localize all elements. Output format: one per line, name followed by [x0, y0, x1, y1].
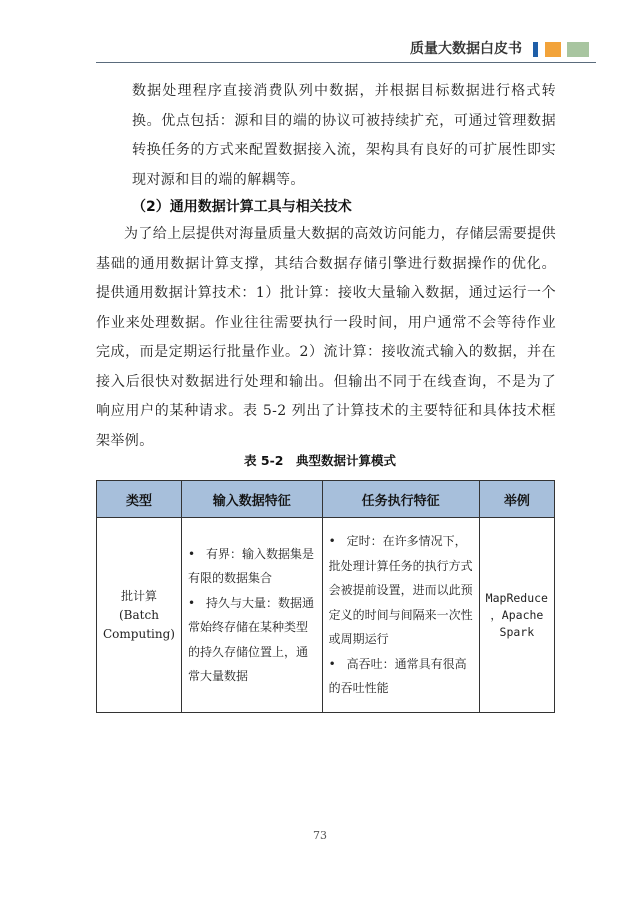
header-block-blue	[533, 42, 538, 57]
header-task-features: 任务执行特征	[322, 481, 479, 518]
header-rule	[96, 62, 596, 63]
bullet-text: 高吞吐：通常具有很高的吞吐性能	[328, 656, 467, 696]
header-type: 类型	[97, 481, 182, 518]
header-block-green	[567, 42, 589, 57]
header-input-features: 输入数据特征	[181, 481, 322, 518]
type-en-2: Computing)	[103, 626, 175, 641]
input-bullet	[188, 542, 316, 591]
task-bullet	[329, 529, 473, 652]
type-name: 批计算	[120, 588, 157, 603]
bullet-icon: •	[328, 534, 336, 549]
header-title: 质量大数据白皮书	[410, 41, 522, 57]
input-bullet	[188, 591, 316, 689]
bullet-icon: •	[328, 656, 336, 671]
computing-modes-table	[96, 480, 555, 713]
header-examples: 举例	[479, 481, 554, 518]
bullet-icon: •	[187, 595, 196, 610]
table-header-row	[97, 481, 555, 518]
example-2: ，Apache	[490, 607, 544, 622]
paragraph-1: 数据处理程序直接消费队列中数据，并根据目标数据进行格式转换。优点包括：源和目的端的协议可被持续扩充，可通过管理数据转换任务的方式来配置数据接入流，架构具有良好的可扩展性即实现对源和目的端的解耦等。	[132, 83, 556, 188]
table-caption: 表 5-2 典型数据计算模式	[244, 453, 396, 468]
cell-examples	[479, 518, 554, 713]
bullet-icon: •	[187, 546, 196, 561]
bullet-text: 持久与大量：数据通常始终存储在某种类型的持久存储位置上，通常大量数据	[187, 595, 314, 683]
header-block-orange	[545, 42, 561, 57]
type-en-1: (Batch	[119, 607, 159, 622]
bullet-text: 定时：在许多情况下，批处理计算任务的执行方式会被提前设置，进而以此预定义的时间与间隔来一次性或周期运行	[328, 534, 473, 647]
page-header	[0, 0, 640, 64]
cell-input-features	[181, 518, 322, 713]
table-row	[97, 518, 555, 713]
page-number: 73	[313, 829, 327, 842]
cell-task-features	[322, 518, 479, 713]
bullet-text: 有界：输入数据集是有限的数据集合	[187, 546, 314, 585]
example-1: MapReduce	[485, 590, 548, 605]
cell-type	[97, 518, 182, 713]
paragraph-2: 为了给上层提供对海量质量大数据的高效访问能力，存储层需要提供基础的通用数据计算支撑，其结合数据存储引擎进行数据操作的优化。提供通用数据计算技术：1）批计算：接收大量输入数据，通过运行一个作业来处理数据。作业往往需要执行一段时间，用户通常不会等待作业完成，而是定期运行批量作业。2）流计算：接收流式输入的数据，并在接入后很快对数据进行处理和输出。但输出不同于在线查询，不是为了响应用户的某种请求。表 5-2 列出了计算技术的主要特征和具体技术框架举例。	[96, 226, 556, 449]
section-subheading: （2）通用数据计算工具与相关技术	[132, 199, 352, 215]
task-bullet	[329, 652, 473, 701]
example-3: Spark	[499, 624, 535, 639]
